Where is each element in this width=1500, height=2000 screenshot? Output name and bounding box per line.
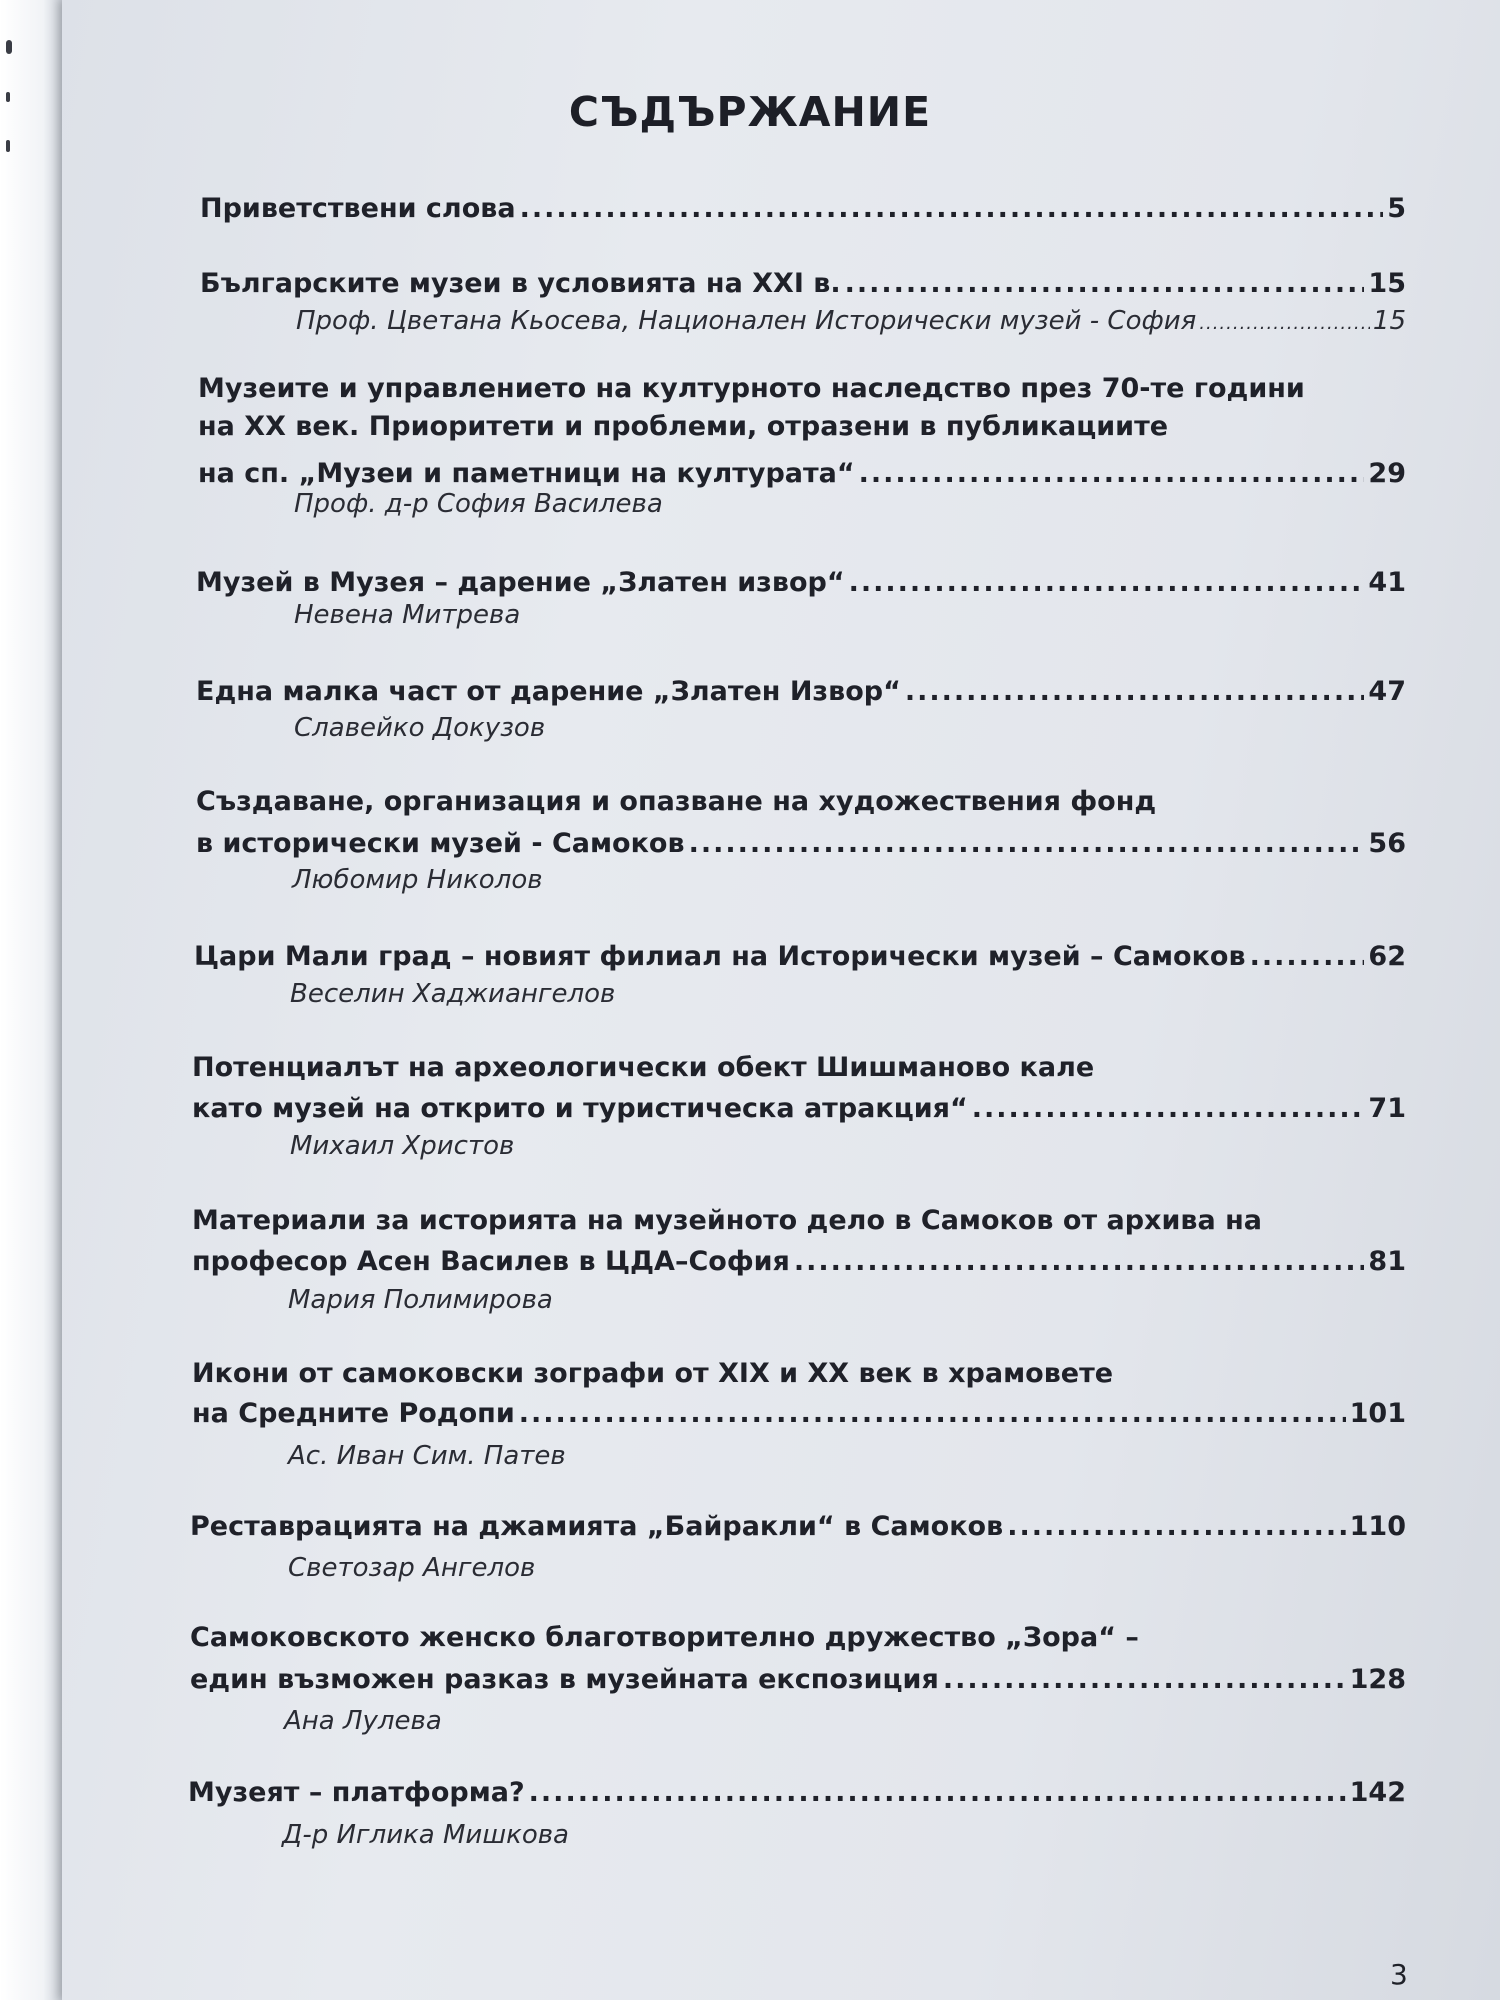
toc-entry-line xyxy=(196,567,1406,598)
toc-page-number: 15 xyxy=(1368,268,1406,299)
toc-author: Невена Митрева xyxy=(294,600,521,630)
toc-entry-title: Приветствени слова xyxy=(200,193,516,224)
toc-author: Д-р Иглика Мишкова xyxy=(282,1820,569,1850)
toc-entry-line xyxy=(196,676,1406,707)
toc-entry-line xyxy=(196,828,1406,859)
toc-entry-line xyxy=(190,1511,1406,1542)
toc-author: Мария Полимирова xyxy=(288,1285,553,1315)
toc-page-number: 29 xyxy=(1368,458,1406,489)
toc-page-number: 47 xyxy=(1368,676,1406,707)
toc-entry-title: Българските музеи в условията на XXI в. xyxy=(200,268,841,299)
toc-entry-title: в исторически музей - Самоков xyxy=(196,828,685,859)
toc-page-number: 142 xyxy=(1349,1777,1406,1808)
toc-entry-title: Музеят – платформа? xyxy=(188,1777,525,1808)
toc-page-number: 5 xyxy=(1387,193,1406,224)
toc-entry-line xyxy=(198,411,1168,442)
dot-leader xyxy=(1199,313,1370,334)
toc-author: Михаил Христов xyxy=(290,1131,515,1161)
toc-entry-title: професор Асен Василев в ЦДА–София xyxy=(192,1246,790,1277)
toc-author-line xyxy=(296,306,1406,336)
dot-leader xyxy=(845,268,1365,299)
toc-entry-line xyxy=(190,1664,1406,1695)
toc-entry-line xyxy=(200,268,1406,299)
toc-page-number: 71 xyxy=(1368,1093,1406,1124)
toc-entry-title: Създаване, организация и опазване на художествения фонд xyxy=(196,786,1157,817)
dot-leader xyxy=(689,828,1365,859)
toc-author-page: 15 xyxy=(1372,306,1406,336)
toc-entry-title: Музеите и управлението на културното наследство през 70-те години xyxy=(198,373,1305,404)
toc-entry-line xyxy=(200,193,1406,224)
toc-entry-line xyxy=(188,1777,1406,1808)
toc-author: Светозар Ангелов xyxy=(288,1553,536,1583)
toc-page-number: 41 xyxy=(1368,567,1406,598)
dot-leader xyxy=(943,1664,1346,1695)
toc-entry-line xyxy=(192,1093,1406,1124)
toc-entry-title: Цари Мали град – новият филиал на Исторически музей – Самоков xyxy=(194,941,1246,972)
toc-entry-line xyxy=(198,373,1305,404)
toc-entry-line xyxy=(192,1246,1406,1277)
toc-entry-title: на XX век. Приоритети и проблеми, отразени в публикациите xyxy=(198,411,1169,442)
toc-page-number: 110 xyxy=(1349,1511,1406,1542)
toc-entry-title: един възможен разказ в музейната експозиция xyxy=(190,1664,939,1695)
dot-leader xyxy=(1007,1511,1345,1542)
toc-author: Проф. д-р София Василева xyxy=(294,489,663,519)
dot-leader xyxy=(520,193,1384,224)
toc-author: Ана Лулева xyxy=(284,1706,442,1736)
page-title: СЪДЪРЖАНИЕ xyxy=(568,88,932,136)
toc-entry-title: на сп. „Музеи и паметници на културата“ xyxy=(198,458,855,489)
dot-leader xyxy=(905,676,1365,707)
dot-leader xyxy=(849,567,1365,598)
toc-entry-title: Потенциалът на археологически обект Шишманово кале xyxy=(192,1052,1095,1083)
dot-leader xyxy=(519,1398,1346,1429)
toc-entry-title: Самоковското женско благотворително дружество „Зора“ – xyxy=(190,1622,1139,1653)
toc-entry-line xyxy=(198,458,1406,489)
toc-author: Ас. Иван Сим. Патев xyxy=(288,1441,566,1471)
dot-leader xyxy=(529,1777,1346,1808)
toc-entry-line xyxy=(190,1622,1139,1653)
toc-page-number: 101 xyxy=(1349,1398,1406,1429)
toc-entry-line xyxy=(192,1398,1406,1429)
toc-page-number: 56 xyxy=(1368,828,1406,859)
toc-author: Славейко Докузов xyxy=(294,713,546,743)
toc-entry-line xyxy=(194,941,1406,972)
toc-entry-line xyxy=(192,1358,1113,1389)
toc-entry-title: Музей в Музея – дарение „Златен извор“ xyxy=(196,567,845,598)
toc-entry-title: Икони от самоковски зографи от XIX и XX век в храмовете xyxy=(192,1358,1114,1389)
toc-entry-title: на Средните Родопи xyxy=(192,1398,515,1429)
toc-author: Веселин Хаджиангелов xyxy=(290,979,616,1009)
toc-page-number: 62 xyxy=(1368,941,1406,972)
page-number: 3 xyxy=(1390,1958,1408,1991)
dot-leader xyxy=(1250,941,1365,972)
dot-leader xyxy=(794,1246,1365,1277)
toc-page-number: 81 xyxy=(1368,1246,1406,1277)
dot-leader xyxy=(972,1093,1365,1124)
toc-entry-line xyxy=(192,1205,1262,1236)
toc-entry-title: Реставрацията на джамията „Байракли“ в Самоков xyxy=(190,1511,1004,1542)
dot-leader xyxy=(859,458,1365,489)
toc-entry-title: Една малка част от дарение „Златен Извор“ xyxy=(196,676,901,707)
toc-entry-line xyxy=(196,786,1156,817)
toc-page-number: 128 xyxy=(1349,1664,1406,1695)
toc-entry-title: Материали за историята на музейното дело в Самоков от архива на xyxy=(192,1205,1262,1236)
toc-author: Любомир Николов xyxy=(292,865,543,895)
toc-entry-line xyxy=(192,1052,1094,1083)
toc-entry-title: като музей на открито и туристическа атракция“ xyxy=(192,1093,968,1124)
toc-author: Проф. Цветана Кьосева, Национален Исторически музей - София xyxy=(296,306,1197,336)
